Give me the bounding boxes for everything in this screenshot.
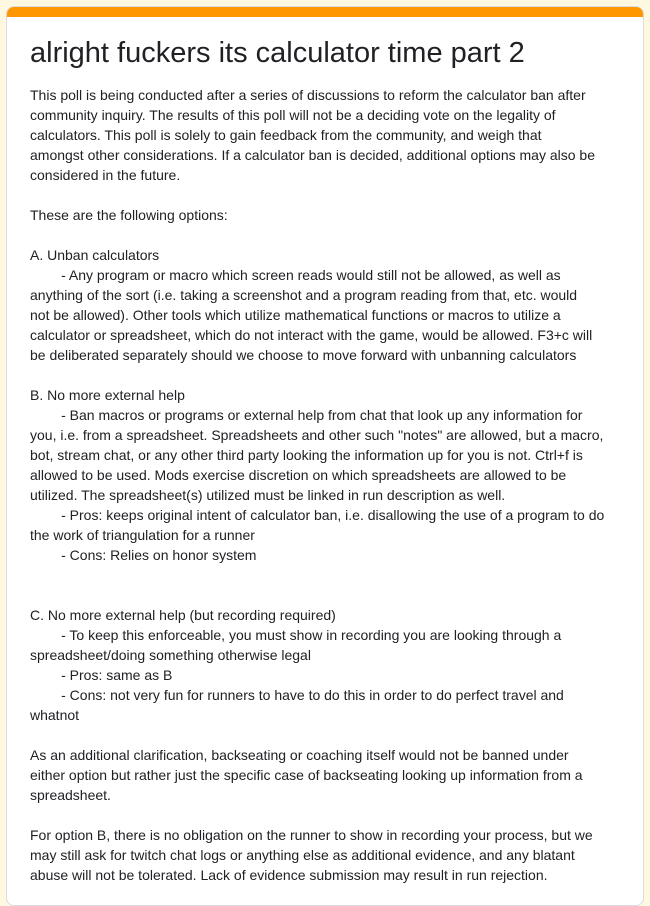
description-line: For option B, there is no obligation on the runner to show in recording your process, but we: [30, 827, 593, 843]
description-line: not be allowed). Other tools which utilize mathematical functions or macros to utilize a: [30, 307, 561, 323]
description-line: you, i.e. from a spreadsheet. Spreadsheets and other such "notes" are allowed, but a macro,: [30, 427, 604, 443]
description-line: This poll is being conducted after a series of discussions to reform the calculator ban after: [30, 87, 586, 103]
description-line: - Cons: not very fun for runners to have to do this in order to do perfect travel and: [30, 687, 564, 703]
form-title: alright fuckers its calculator time part 2: [30, 37, 525, 69]
description-line: [30, 365, 626, 385]
description-line: - Pros: same as B: [30, 667, 173, 683]
form-description: [30, 85, 626, 885]
description-line: spreadsheet/doing something otherwise legal: [30, 647, 311, 663]
description-line: allowed to be used. Mods exercise discretion on which spreadsheets are allowed to be: [30, 467, 567, 483]
description-line: - Any program or macro which screen reads would still not be allowed, as well as: [30, 267, 561, 283]
description-line: the work of triangulation for a runner: [30, 527, 255, 543]
description-line: be deliberated separately should we choose to move forward with unbanning calculators: [30, 347, 577, 363]
description-line: As an additional clarification, backseating or coaching itself would not be banned under: [30, 747, 569, 763]
description-line: utilized. The spreadsheet(s) utilized must be linked in run description as well.: [30, 487, 506, 503]
description-line: - Pros: keeps original intent of calculator ban, i.e. disallowing the use of a program to do: [30, 507, 605, 523]
description-line: - To keep this enforceable, you must show in recording you are looking through a: [30, 627, 562, 643]
description-line: B. No more external help: [30, 387, 185, 403]
description-line: may still ask for twitch chat logs or anything else as additional evidence, and any blatant: [30, 847, 575, 863]
description-line: [30, 225, 626, 245]
description-line: community inquiry. The results of this poll will not be a deciding vote on the legality of: [30, 107, 556, 123]
description-line: spreadsheet.: [30, 787, 111, 803]
description-line: whatnot: [30, 707, 80, 723]
description-line: either option but rather just the specific case of backseating looking up information from a: [30, 767, 583, 783]
description-line: considered in the future.: [30, 167, 181, 183]
description-line: [30, 565, 626, 585]
description-line: [30, 185, 626, 205]
description-line: - Ban macros or programs or external help from chat that look up any information for: [30, 407, 583, 423]
description-line: [30, 805, 626, 825]
description-line: [30, 585, 626, 605]
description-line: abuse will not be tolerated. Lack of evidence submission may result in run rejection.: [30, 867, 548, 883]
description-line: C. No more external help (but recording required): [30, 607, 336, 623]
form-header-content: [30, 35, 626, 885]
description-line: bot, stream chat, or any other third party looking the information up for you is not. Ctrl+f is: [30, 447, 583, 463]
description-line: These are the following options:: [30, 207, 228, 223]
form-accent-bar: [7, 7, 643, 17]
description-line: amongst other considerations. If a calculator ban is decided, additional options may also be: [30, 147, 596, 163]
form-header-card: [6, 6, 644, 906]
description-line: calculators. This poll is solely to gain feedback from the community, and weigh that: [30, 127, 542, 143]
description-line: anything of the sort (i.e. taking a screenshot and a program reading from that, etc. would: [30, 287, 578, 303]
description-line: calculator or spreadsheet, which do not interact with the game, would be allowed. F3+c will: [30, 327, 593, 343]
description-line: [30, 725, 626, 745]
description-line: - Cons: Relies on honor system: [30, 547, 257, 563]
description-line: A. Unban calculators: [30, 247, 160, 263]
